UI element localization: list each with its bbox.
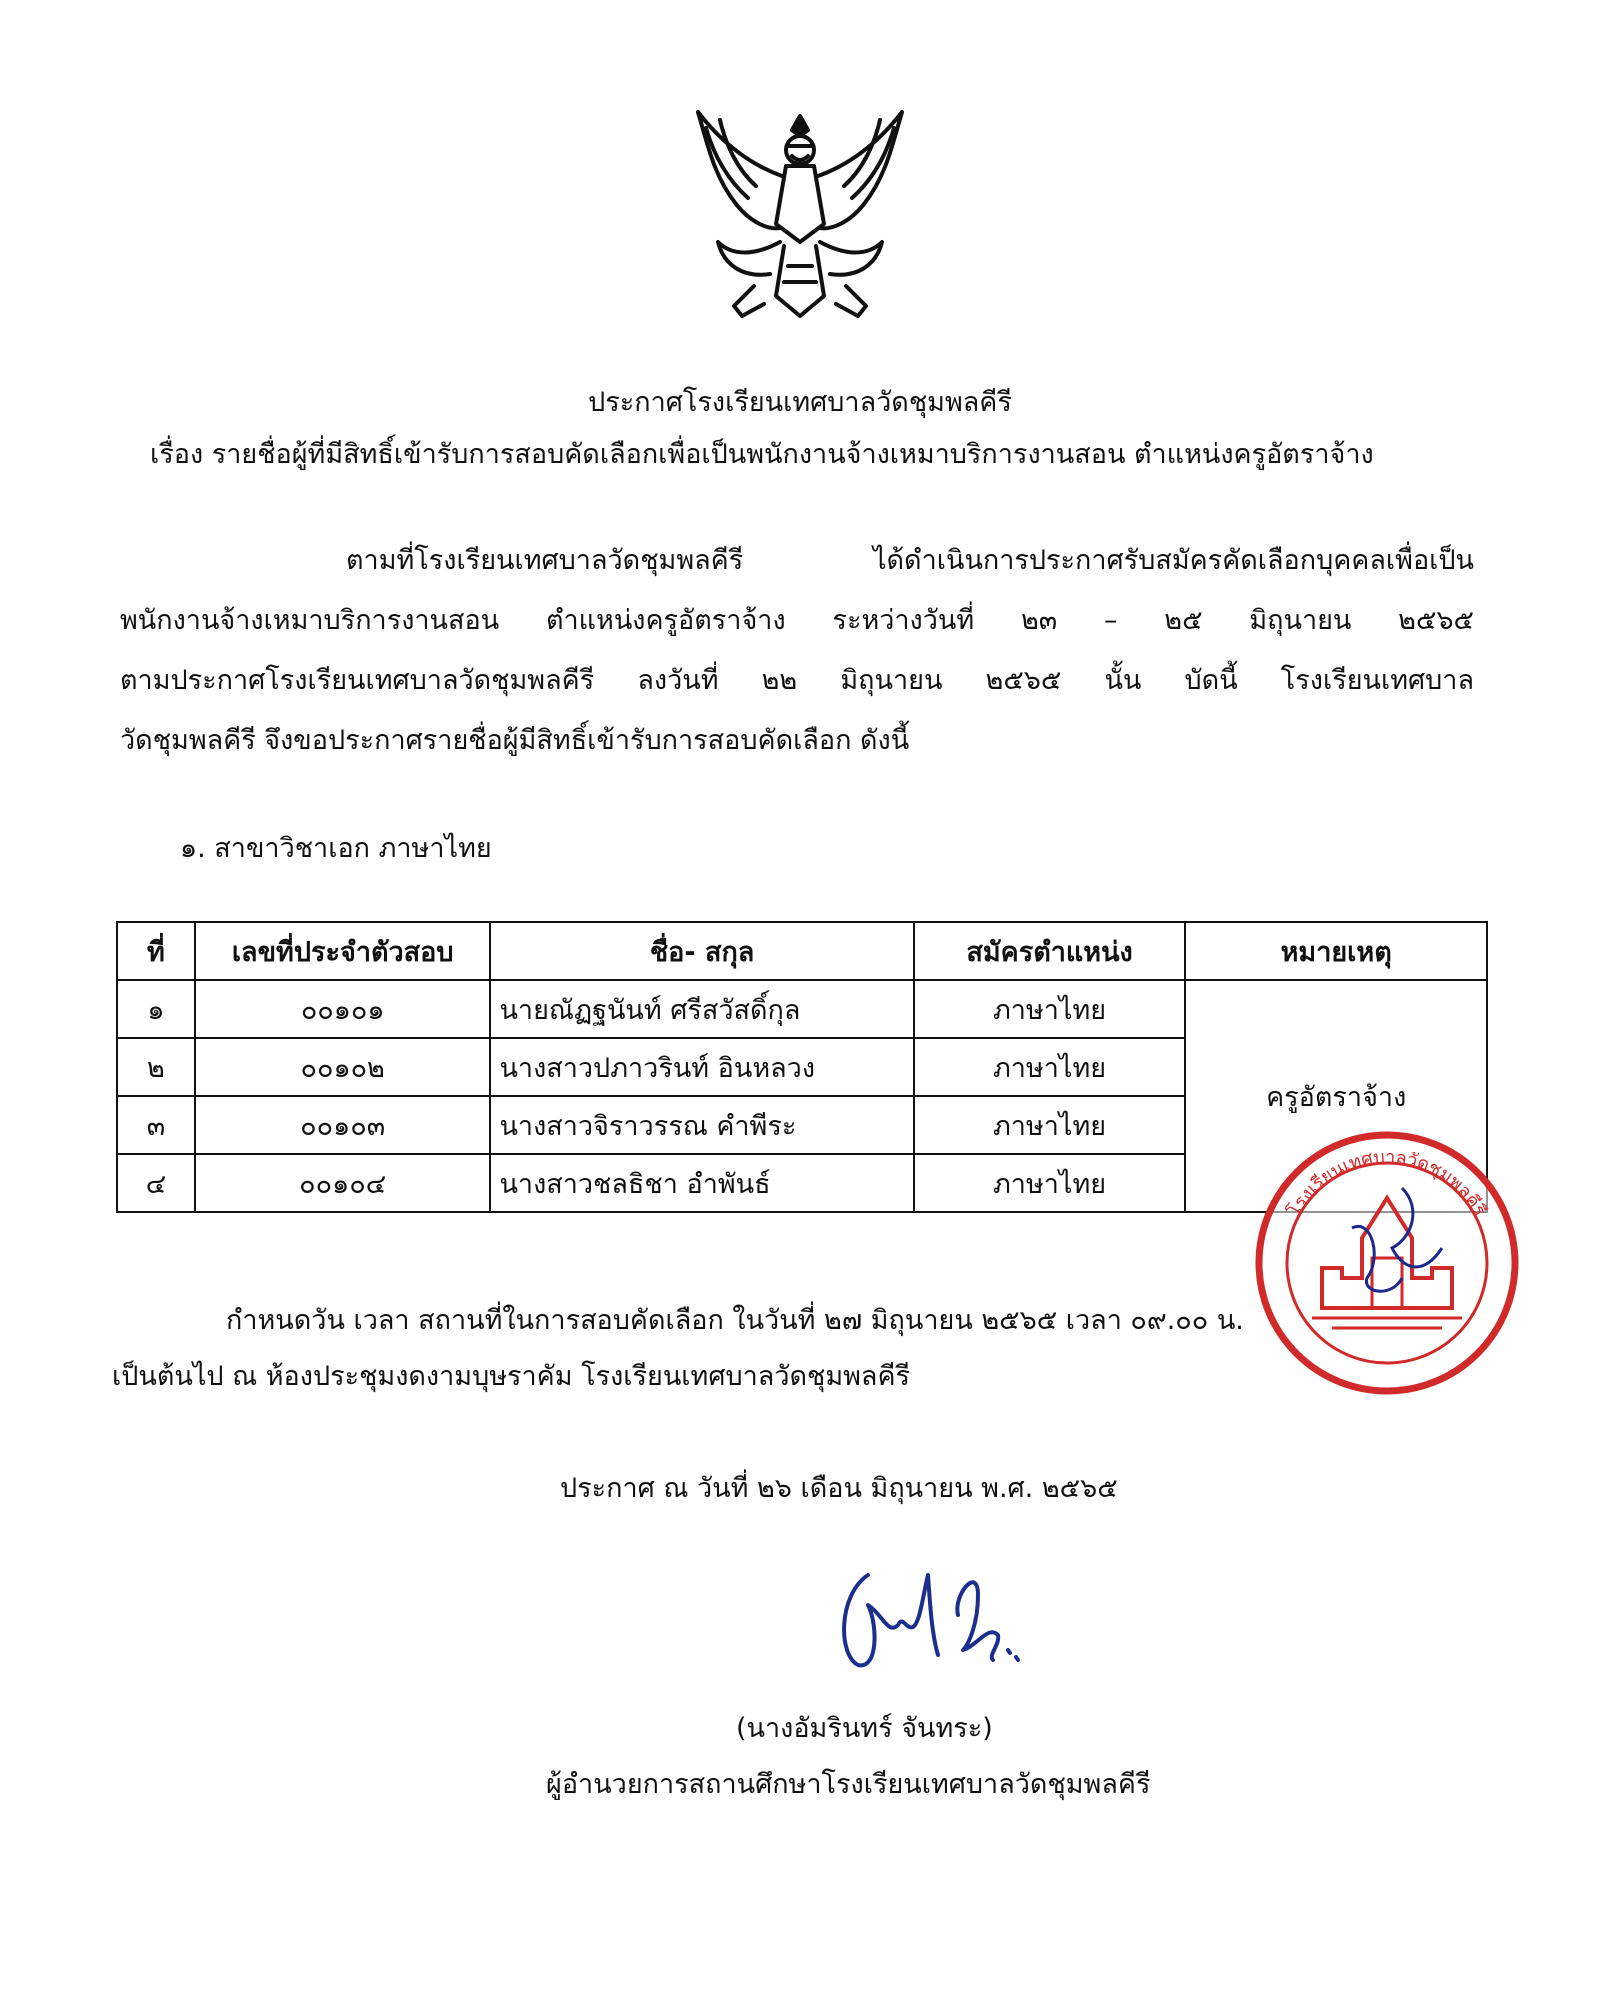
cell-name: นางสาวชลธิชา อำพันธ์	[490, 1154, 913, 1212]
cell-position: ภาษาไทย	[914, 1096, 1186, 1154]
cell-exam-id: ๐๐๑๐๑	[195, 980, 491, 1038]
signature-icon	[828, 1555, 1028, 1685]
body-line-1: ตามที่โรงเรียนเทศบาลวัดชุมพลคีรี ได้ดำเนินการประกาศรับสมัครคัดเลือกบุคคลเพื่อเป็น	[346, 545, 1474, 576]
announcement-title: ประกาศโรงเรียนเทศบาลวัดชุมพลคีรี	[588, 387, 1012, 418]
signer-title: ผู้อำนวยการสถานศึกษาโรงเรียนเทศบาลวัดชุมพลคีรี	[546, 1769, 1151, 1800]
body-line-4: วัดชุมพลคีรี จึงขอประกาศรายชื่อผู้มีสิทธิ์เข้ารับการสอบคัดเลือก ดังนี้	[120, 725, 910, 756]
cell-no: ๒	[117, 1038, 195, 1096]
cell-exam-id: ๐๐๑๐๔	[195, 1154, 491, 1212]
table-header-row	[117, 922, 1487, 980]
cell-exam-id: ๐๐๑๐๓	[195, 1096, 491, 1154]
announce-date: ประกาศ ณ วันที่ ๒๖ เดือน มิถุนายน พ.ศ. ๒๕๖๕	[560, 1473, 1118, 1504]
header-position: สมัครตำแหน่ง	[914, 922, 1186, 980]
cell-exam-id: ๐๐๑๐๒	[195, 1038, 491, 1096]
table-row	[117, 980, 1487, 1038]
cell-no: ๔	[117, 1154, 195, 1212]
garuda-emblem-icon	[684, 106, 916, 328]
schedule-line-2: เป็นต้นไป ณ ห้องประชุมงดงามบุษราคัม โรงเรียนเทศบาลวัดชุมพลคีรี	[112, 1361, 911, 1392]
cell-position: ภาษาไทย	[914, 1154, 1186, 1212]
cell-name: นายณัฏฐนันท์ ศรีสวัสดิ์กุล	[490, 980, 913, 1038]
cell-no: ๓	[117, 1096, 195, 1154]
body-line-2: พนักงานจ้างเหมาบริการงานสอน ตำแหน่งครูอัตราจ้าง ระหว่างวันที่ ๒๓ – ๒๕ มิถุนายน ๒๕๖๕	[120, 605, 1474, 636]
announcement-subject: เรื่อง รายชื่อผู้ที่มีสิทธิ์เข้ารับการสอบคัดเลือกเพื่อเป็นพนักงานจ้างเหมาบริการงานสอน ตำแหน่งครูอัตราจ้าง	[150, 439, 1374, 470]
cell-remark: ครูอัตราจ้าง	[1185, 980, 1487, 1212]
cell-position: ภาษาไทย	[914, 980, 1186, 1038]
cell-name: นางสาวปภาวรินท์ อินหลวง	[490, 1038, 913, 1096]
cell-name: นางสาวจิราวรรณ คำพีระ	[490, 1096, 913, 1154]
header-remark: หมายเหตุ	[1185, 922, 1487, 980]
section-heading: ๑. สาขาวิชาเอก ภาษาไทย	[180, 833, 492, 864]
svg-text:โรงเรียนเทศบาลวัดชุมพลคีรี: โรงเรียนเทศบาลวัดชุมพลคีรี	[1283, 1146, 1491, 1221]
header-name: ชื่อ- สกุล	[490, 922, 913, 980]
signer-name: (นางอัมรินทร์ จันทระ)	[736, 1713, 993, 1744]
official-seal-icon	[1252, 1128, 1522, 1398]
header-exam-id: เลขที่ประจำตัวสอบ	[195, 922, 491, 980]
body-line-3: ตามประกาศโรงเรียนเทศบาลวัดชุมพลคีรี ลงวันที่ ๒๒ มิถุนายน ๒๕๖๕ นั้น บัดนี้ โรงเรียนเทศบาล	[120, 665, 1474, 696]
header-no: ที่	[117, 922, 195, 980]
cell-position: ภาษาไทย	[914, 1038, 1186, 1096]
schedule-line-1: กำหนดวัน เวลา สถานที่ในการสอบคัดเลือก ในวันที่ ๒๗ มิถุนายน ๒๕๖๕ เวลา ๐๙.๐๐ น.	[226, 1305, 1244, 1336]
cell-no: ๑	[117, 980, 195, 1038]
